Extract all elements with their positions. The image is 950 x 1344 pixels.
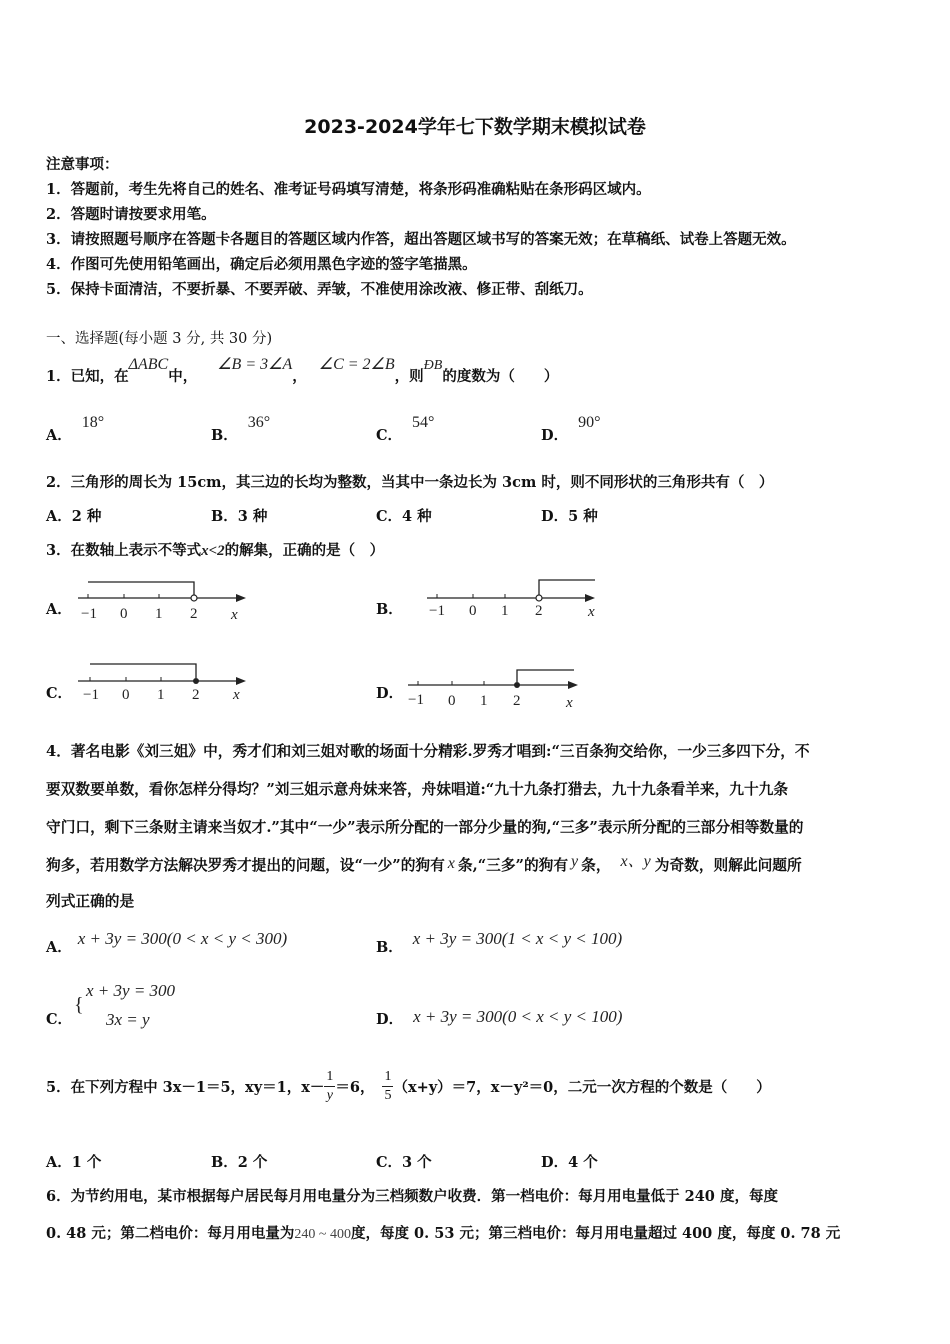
- option-value: 90°: [578, 414, 601, 431]
- q1-option-c[interactable]: [376, 414, 435, 445]
- notice-item-1: 1．答题前，考生先将自己的姓名、准考证号码填写清楚，将条形码准确粘贴在条形码区域内。: [46, 181, 651, 198]
- notice-heading: 注意事项：: [46, 156, 119, 173]
- q1-part: 1．已知，在: [46, 368, 129, 385]
- tick-label: −1: [408, 692, 424, 708]
- question-1-text: [46, 356, 559, 386]
- q4-variables: x、y: [620, 853, 651, 870]
- q5-part: ＝6，: [335, 1079, 375, 1096]
- q5-option-d[interactable]: D．4 个: [541, 1154, 598, 1171]
- q1-option-d[interactable]: [541, 414, 601, 445]
- option-formula: x + 3y = 300(0 < x < y < 300): [77, 929, 288, 948]
- axis-variable: x: [233, 687, 240, 703]
- q5-part: （x+y）＝7，x－y²＝0，二元一次方程的个数是（ ）: [393, 1079, 771, 1096]
- tick-label: 0: [448, 693, 456, 709]
- q1-triangle: ΔABC: [128, 356, 169, 373]
- q2-option-d[interactable]: D．5 种: [541, 508, 598, 525]
- option-formula: x + 3y = 300(1 < x < y < 100): [412, 929, 623, 948]
- question-4-line-4: [46, 852, 802, 875]
- option-label: C．: [376, 427, 403, 444]
- q5-option-b[interactable]: B．2 个: [211, 1154, 268, 1171]
- tick-label: 2: [190, 606, 198, 622]
- q3-option-d-label[interactable]: D．: [376, 685, 404, 702]
- q4-option-c-eq-2: 3x = y: [106, 1010, 150, 1029]
- axis-variable: x: [588, 604, 595, 620]
- q3-part: 的解集，正确的是（ ）: [224, 542, 385, 559]
- tick-label: 2: [192, 687, 200, 703]
- q3-inequality: x<2: [201, 543, 225, 559]
- brace-icon: {: [74, 994, 84, 1016]
- option-value: 54°: [412, 414, 435, 431]
- question-4-line-5: 列式正确的是: [46, 893, 135, 910]
- q3-part: 3．在数轴上表示不等式: [46, 542, 202, 559]
- option-label: D．: [376, 1011, 404, 1028]
- question-4-line-3: 守门口，剩下三条财主请来当奴才.”其中“一少”表示所分配的一部分少量的狗,“三多”表示所分配的三部分相等数量的: [46, 819, 804, 836]
- tick-label: 1: [501, 603, 509, 619]
- q3-number-line-c[interactable]: [76, 656, 256, 711]
- q3-option-b-label[interactable]: B．: [376, 601, 403, 618]
- notice-item-4: 4．作图可先使用铅笔画出，确定后必须用黑色字迹的签字笔描黑。: [46, 256, 477, 273]
- option-label: A．: [46, 939, 72, 956]
- q3-option-c-label[interactable]: C．: [46, 685, 73, 702]
- q5-option-a[interactable]: A．1 个: [46, 1154, 102, 1171]
- tick-label: 1: [155, 606, 163, 622]
- section-heading: 一、选择题(每小题 3 分, 共 30 分): [46, 331, 273, 347]
- q6-part: 度，每度 0. 53 元；第三档电价：每月用电量超过 400 度，每度 0. 78 元: [351, 1225, 841, 1242]
- q2-option-b[interactable]: B．3 种: [211, 508, 268, 525]
- fraction-1-over-5: [382, 1068, 393, 1105]
- fraction-1-over-y: [324, 1068, 335, 1105]
- q1-part: 中，: [168, 368, 198, 385]
- q4-part: 为奇数，则解此问题所: [654, 857, 802, 874]
- q5-part: 5．在下列方程中 3x－1＝5，xy＝1，x－: [46, 1079, 325, 1096]
- tick-label: 1: [480, 693, 488, 709]
- question-6-line-1: 6．为节约用电，某市根据每户居民每月用电量分为三档频数户收费．第一档电价：每月用电量低于 240 度，每度: [46, 1188, 778, 1205]
- notice-item-2: 2．答题时请按要求用笔。: [46, 206, 216, 223]
- option-label: B．: [211, 427, 238, 444]
- tick-label: 1: [157, 687, 165, 703]
- tick-label: −1: [81, 606, 97, 622]
- tick-label: −1: [429, 603, 445, 619]
- notice-item-3: 3．请按照题号顺序在答题卡各题目的答题区域内作答，超出答题区域书写的答案无效；在草稿纸、试卷上答题无效。: [46, 231, 796, 248]
- option-label: C．: [46, 1011, 73, 1028]
- q4-variable-y: y: [571, 853, 579, 870]
- q4-part: 条,“三多”的狗有: [457, 857, 569, 874]
- q4-option-d[interactable]: [376, 1008, 622, 1029]
- option-label: B．: [376, 939, 403, 956]
- option-value: 18°: [81, 414, 105, 431]
- q6-part: 0. 48 元；第二档电价：每月用电量为: [46, 1225, 295, 1242]
- q2-option-c[interactable]: C．4 种: [376, 508, 432, 525]
- question-5-text: [46, 1068, 771, 1105]
- q4-variable-x: x: [447, 855, 455, 872]
- q3-number-line-d[interactable]: [404, 660, 589, 715]
- tick-label: 0: [122, 687, 130, 703]
- q3-option-a-label[interactable]: A．: [46, 601, 72, 618]
- q3-number-line-b[interactable]: [425, 573, 605, 628]
- q1-option-b[interactable]: [211, 414, 271, 445]
- q4-option-c[interactable]: [46, 1008, 72, 1029]
- q3-number-line-a[interactable]: [76, 573, 256, 628]
- tick-label: −1: [83, 687, 99, 703]
- option-label: D．: [541, 427, 569, 444]
- question-6-line-2: [46, 1222, 840, 1243]
- fraction-numerator: 1: [324, 1068, 335, 1087]
- q4-option-a[interactable]: [46, 929, 288, 957]
- fraction-denominator: y: [326, 1088, 333, 1103]
- q6-range: 240 ~ 400: [294, 1227, 351, 1242]
- q1-part: 的度数为（ ）: [442, 368, 559, 385]
- q5-option-c[interactable]: C．3 个: [376, 1154, 432, 1171]
- option-label: A．: [46, 427, 72, 444]
- tick-label: 0: [120, 606, 128, 622]
- notice-item-5: 5．保持卡面清洁，不要折暴、不要弄破、弄皱，不准使用涂改液、修正带、刮纸刀。: [46, 281, 593, 298]
- tick-label: 0: [469, 603, 477, 619]
- q4-option-b[interactable]: [376, 929, 623, 957]
- q1-target: ÐB: [423, 358, 443, 373]
- q1-condition-2: ∠C = 2∠B: [318, 356, 395, 373]
- page-title: 2023-2024学年七下数学期末模拟试卷: [304, 116, 646, 138]
- option-value: 36°: [247, 414, 271, 431]
- q2-option-a[interactable]: A．2 种: [46, 508, 102, 525]
- axis-variable: x: [566, 695, 573, 711]
- question-2-text: 2．三角形的周长为 15cm，其三边的长均为整数，当其中一条边长为 3cm 时，则不同形状的三角形共有（ ）: [46, 474, 774, 491]
- fraction-numerator: 1: [382, 1068, 393, 1087]
- q4-option-c-eq-1: x + 3y = 300: [86, 981, 176, 1000]
- q1-part: ，则: [394, 368, 424, 385]
- question-4-line-1: 4．著名电影《刘三姐》中，秀才们和刘三姐对歌的场面十分精彩.罗秀才唱到:“三百条狗交给你，一少三多四下分，不: [46, 743, 810, 760]
- q4-part: 狗多，若用数学方法解决罗秀才提出的问题，设“一少”的狗有: [46, 857, 445, 874]
- question-4-line-2: 要双数要单数，看你怎样分得均？”刘三姐示意舟妹来答，舟妹唱道:“九十九条打猎去，九十九条看羊来，九十九条: [46, 781, 789, 798]
- q1-option-a[interactable]: [46, 414, 105, 445]
- tick-label: 2: [535, 603, 543, 619]
- question-3-text: [46, 539, 384, 560]
- q4-part: 条，: [581, 857, 611, 874]
- q1-part: ，: [292, 368, 307, 385]
- q1-condition-1: ∠B = 3∠A: [217, 356, 293, 373]
- fraction-denominator: 5: [384, 1088, 392, 1103]
- option-formula: x + 3y = 300(0 < x < y < 100): [413, 1007, 623, 1026]
- axis-variable: x: [231, 607, 238, 623]
- tick-label: 2: [513, 693, 521, 709]
